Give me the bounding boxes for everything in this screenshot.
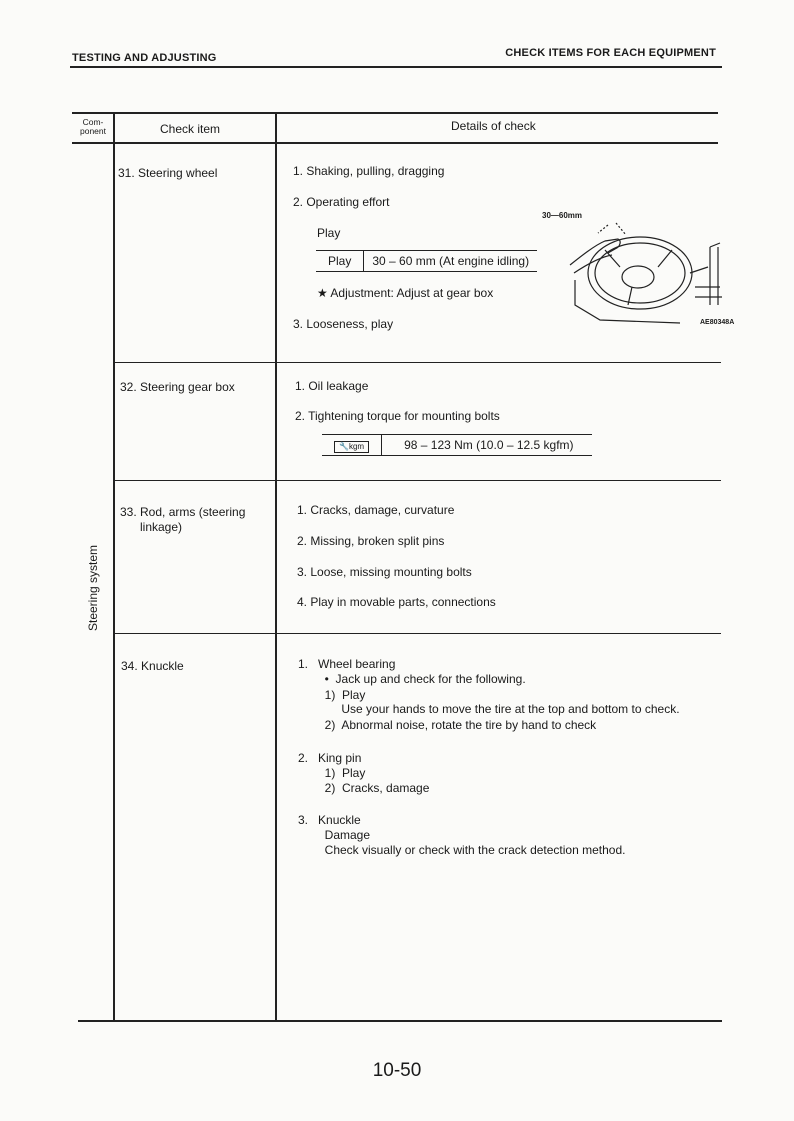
check-item: 33. Rod, arms (steering linkage) <box>120 505 246 534</box>
detail-line: 2) Cracks, damage <box>298 781 430 795</box>
page-heading: CHECK ITEMS FOR EACH EQUIPMENT <box>505 47 716 59</box>
row-divider <box>113 362 721 363</box>
detail-line: 2. Missing, broken split pins <box>297 534 445 548</box>
header-rule <box>70 66 722 68</box>
detail-line: Check visually or check with the crack detection method. <box>298 843 626 857</box>
detail-line: Play <box>317 226 341 240</box>
detail-line: 3. Knuckle <box>298 813 361 827</box>
adjustment-note: ★ Adjustment: Adjust at gear box <box>317 286 494 300</box>
check-item: 32. Steering gear box <box>120 380 235 394</box>
component-label: Steering system <box>86 544 100 632</box>
play-spec-table <box>316 250 537 272</box>
table-bottom-rule <box>78 1020 722 1022</box>
figure-code: AE80348A <box>700 319 735 326</box>
check-item: 31. Steering wheel <box>118 166 218 180</box>
torque-icon-cell <box>322 435 382 456</box>
spec-label: Play <box>316 251 364 272</box>
spec-value: 98 – 123 Nm (10.0 – 12.5 kgfm) <box>382 435 592 456</box>
detail-line: Damage <box>298 828 371 842</box>
steering-wheel-illustration <box>560 205 740 330</box>
section-title: TESTING AND ADJUSTING <box>72 52 217 64</box>
check-item-column-header: Check item <box>160 122 221 136</box>
detail-line: 2. Tightening torque for mounting bolts <box>295 409 500 423</box>
row-divider <box>113 633 721 634</box>
play-dimension-label: 30—60mm <box>542 211 583 220</box>
detail-line: 2) Abnormal noise, rotate the tire by hand to check <box>298 718 597 732</box>
column-divider-2 <box>275 112 277 1021</box>
detail-line: 2. King pin <box>298 751 362 765</box>
detail-line: 2. Operating effort <box>293 195 390 209</box>
detail-line: • Jack up and check for the following. <box>298 672 526 686</box>
detail-line: 1. Cracks, damage, curvature <box>297 503 455 517</box>
check-item: 34. Knuckle <box>121 659 184 673</box>
component-column-header: Com- ponent <box>80 117 106 136</box>
detail-line: 1) Play <box>298 766 366 780</box>
row-divider <box>113 480 721 481</box>
table-header-rule <box>72 142 718 144</box>
table-top-rule <box>72 112 718 114</box>
detail-line: 4. Play in movable parts, connections <box>297 595 496 609</box>
wrench-icon: 🔧kgm <box>334 441 369 453</box>
torque-spec-table <box>322 434 592 456</box>
page-number: 10-50 <box>372 1060 422 1081</box>
detail-line: 1) Play <box>298 688 366 702</box>
details-column-header: Details of check <box>451 119 536 133</box>
detail-line: 1. Wheel bearing <box>298 657 396 671</box>
detail-line: Use your hands to move the tire at the top and bottom to check. <box>298 702 680 716</box>
detail-line: 3. Loose, missing mounting bolts <box>297 565 472 579</box>
column-divider-1 <box>113 112 115 1021</box>
steering-wheel-figure <box>542 205 740 330</box>
detail-line: 1. Oil leakage <box>295 379 369 393</box>
detail-line: 1. Shaking, pulling, dragging <box>293 164 445 178</box>
detail-line: 3. Looseness, play <box>293 317 394 331</box>
spec-value: 30 – 60 mm (At engine idling) <box>364 251 537 272</box>
